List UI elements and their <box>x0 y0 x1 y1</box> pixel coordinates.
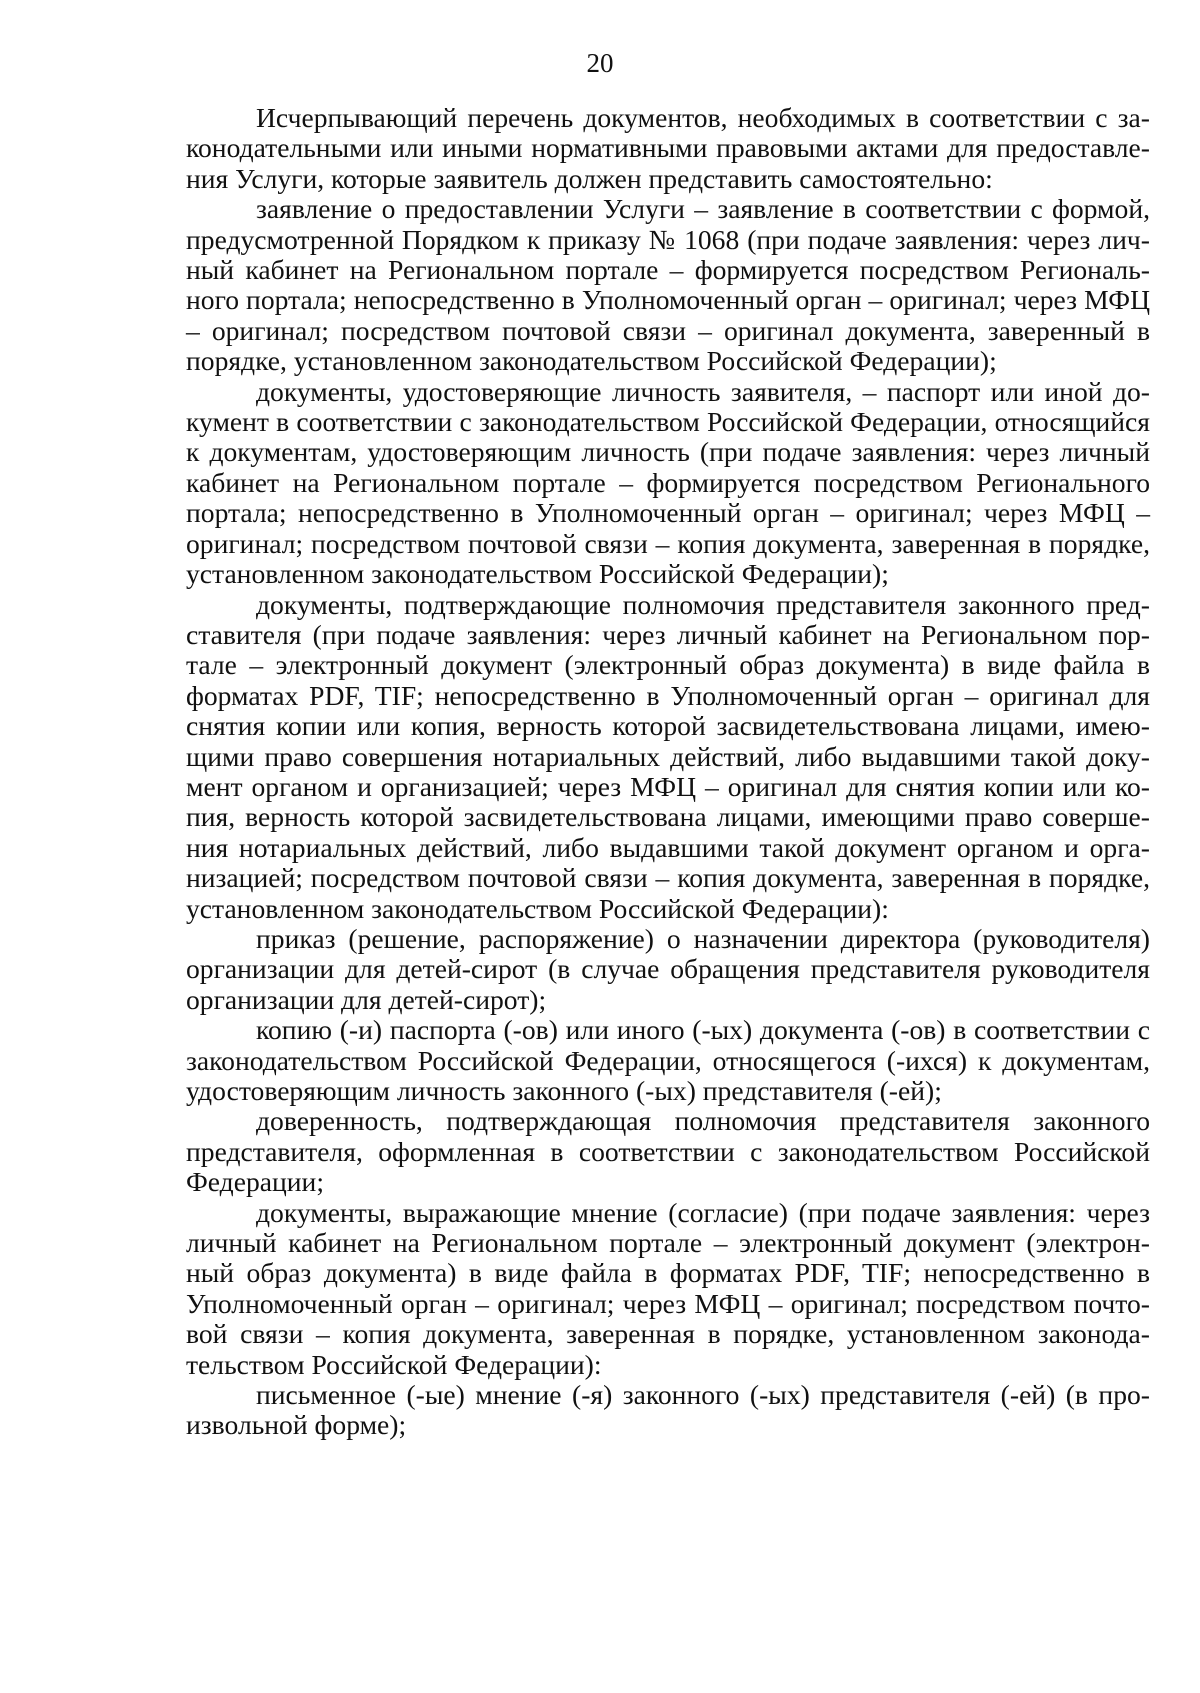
paragraph-passport-copies: копию (-и) паспорта (-ов) или иного (-ых) документа (-ов) в соответствии с законодательством Российской Федерации, относящегося (-ихся) к документам, удостоверяющим личность законного (-ых) представителя (-ей); <box>186 1014 1150 1106</box>
document-body <box>186 103 1150 1441</box>
paragraph-written-opinion: письменное (-ые) мнение (-я) законного (-ых) представителя (-ей) (в произвольной форме); <box>186 1379 1150 1441</box>
page-number: 20 <box>586 48 614 78</box>
paragraph-documents-list-intro: Исчерпывающий перечень документов, необходимых в соответствии с законодательными или иными нормативными правовыми актами для предоставления Услуги, которые заявитель должен представить самостоятельно: <box>186 102 1150 194</box>
paragraph-consent-documents: документы, выражающие мнение (согласие) (при подаче заявления: через личный кабинет на Региональном портале – электронный документ (электронный образ документа) в виде файла в форматах PDF, TIF; непосредственно в Уполномоченный орган – оригинал; через МФЦ – оригинал; посредством почтовой связи – копия документа, заверенная в порядке, установленном законодательством Российской Федерации): <box>186 1196 1150 1380</box>
paragraph-appointment-order: приказ (решение, распоряжение) о назначении директора (руководителя) организации для детей-сирот (в случае обращения представителя руководителя организации для детей-сирот); <box>186 922 1150 1015</box>
paragraph-power-of-attorney: доверенность, подтверждающая полномочия представителя законного представителя, оформленная в соответствии с законодательством Российской Федерации; <box>186 1105 1150 1198</box>
paragraph-representative-authority: документы, подтверждающие полномочия представителя законного представителя (при подаче заявления: через личный кабинет на Региональном портале – электронный документ (электронный образ документа) в виде файла в форматах PDF, TIF; непосредственно в Уполномоченный орган – оригинал для снятия копии или копия, верность которой засвидетельствована лицами, имеющими право совершения нотариальных действий, либо выдавшими такой документ органом и организацией; через МФЦ – оригинал для снятия копии или копия, верность которой засвидетельствована лицами, имеющими право совершения нотариальных действий, либо выдавшими такой документ органом и организацией; посредством почтовой связи – копия документа, заверенная в порядке, установленном законодательством Российской Федерации): <box>186 588 1150 924</box>
paragraph-identity-documents: документы, удостоверяющие личность заявителя, – паспорт или иной документ в соответствии с законодательством Российской Федерации, относящийся к документам, удостоверяющим личность (при подаче заявления: через личный кабинет на Региональном портале – формируется посредством Регионального портала; непосредственно в Уполномоченный орган – оригинал; через МФЦ – оригинал; посредством почтовой связи – копия документа, заверенная в порядке, установленном законодательством Российской Федерации); <box>186 375 1150 590</box>
paragraph-application: заявление о предоставлении Услуги – заявление в соответствии с формой, предусмотренной Порядком к приказу № 1068 (при подаче заявления: через личный кабинет на Региональном портале – формируется посредством Регионального портала; непосредственно в Уполномоченный орган – оригинал; через МФЦ – оригинал; посредством почтовой связи – оригинал документа, заверенный в порядке, установленном законодательством Российской Федерации); <box>186 193 1150 377</box>
